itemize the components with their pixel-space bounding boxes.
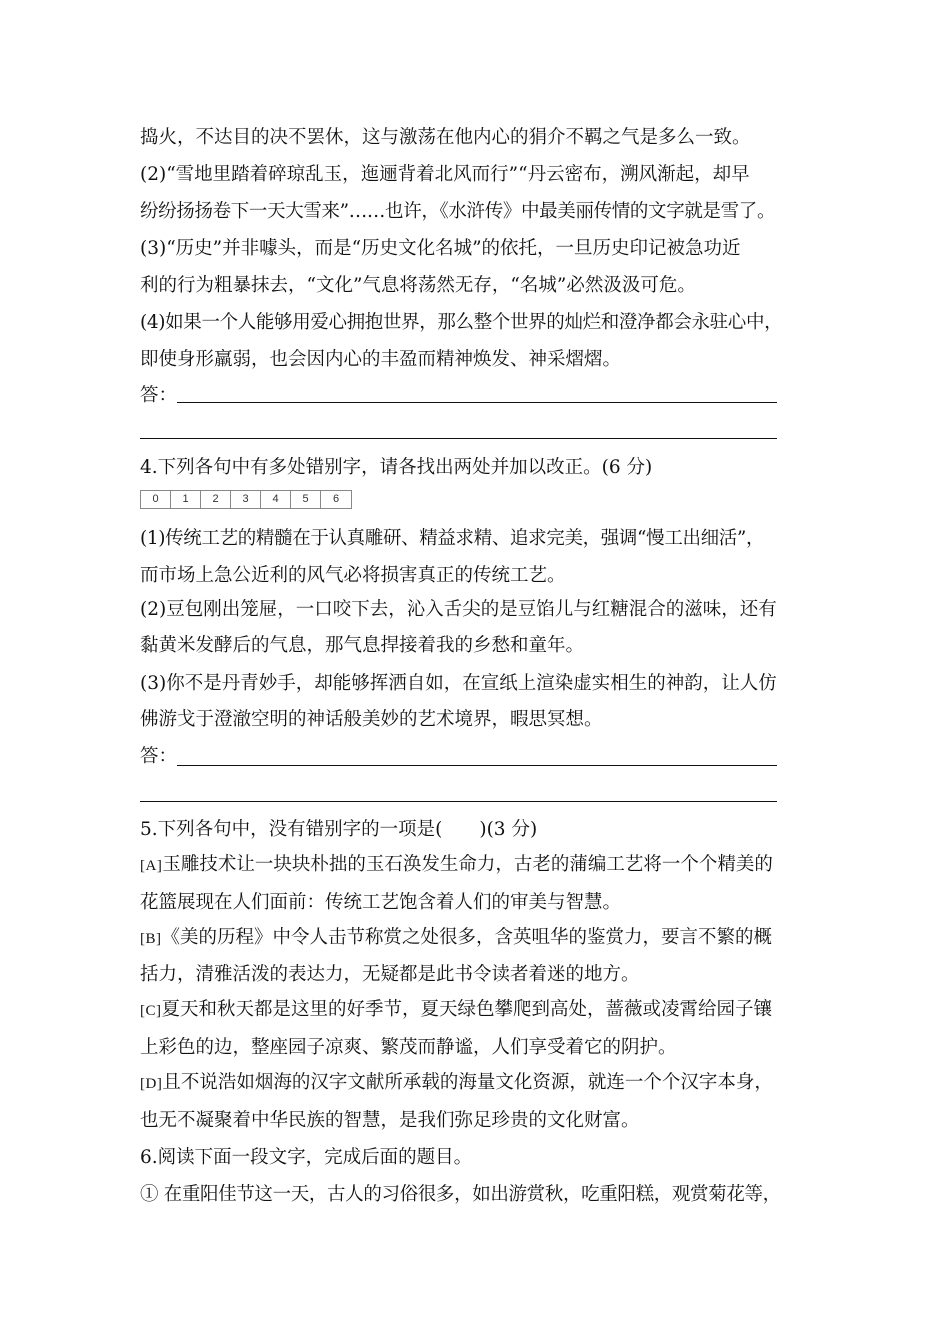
question-4-line: (3)你不是丹青妙手，却能够挥洒自如，在宣纸上渲染虚实相生的神韵，让人仿 bbox=[140, 673, 777, 694]
question-4-line: 佛游戈于澄澈空明的神话般美妙的艺术境界，暇思冥想。 bbox=[140, 709, 603, 730]
option-d-text: 且不说浩如烟海的汉字文献所承载的海量文化资源，就连一个个汉字本身， bbox=[162, 1072, 773, 1093]
question-4-title: 4.下列各句中有多处错别字，请各找出两处并加以改正。(6 分) bbox=[140, 457, 653, 478]
answer-label: 答： bbox=[140, 385, 178, 406]
score-cell[interactable]: 3 bbox=[231, 491, 261, 508]
score-box bbox=[140, 490, 352, 509]
option-a-text: 玉雕技术让一块块朴拙的玉石涣发生命力，古老的蒲编工艺将一个个精美的 bbox=[162, 854, 773, 875]
answer-line[interactable] bbox=[177, 402, 777, 403]
score-cell[interactable]: 6 bbox=[332, 493, 340, 505]
option-d-label: [D] bbox=[140, 1076, 163, 1092]
question-6-title: 6.阅读下面一段文字，完成后面的题目。 bbox=[140, 1147, 473, 1168]
option-a-label: [A] bbox=[140, 858, 163, 874]
passage-line: (2)“雪地里踏着碎琼乱玉，迤逦背着北风而行”“丹云密布，溯风渐起，却早 bbox=[140, 164, 750, 185]
question-6-passage-line: ① 在重阳佳节这一天，古人的习俗很多，如出游赏秋，吃重阳糕，观赏菊花等， bbox=[140, 1184, 781, 1205]
option-d-continued: 也无不凝聚着中华民族的智慧，是我们弥足珍贵的文化财富。 bbox=[140, 1110, 640, 1131]
option-b[interactable] bbox=[140, 926, 830, 951]
option-c[interactable] bbox=[140, 998, 830, 1023]
option-a-continued: 花篮展现在人们面前：传统工艺饱含着人们的审美与智慧。 bbox=[140, 892, 622, 913]
passage-line: (3)“历史”并非噱头，而是“历史文化名城”的依托，一旦历史印记被急功近 bbox=[140, 238, 741, 259]
passage-line: 捣火，不达目的决不罢休，这与激荡在他内心的狷介不羁之气是多么一致。 bbox=[140, 127, 751, 148]
option-b-continued: 括力，清雅活泼的表达力，无疑都是此书令读者着迷的地方。 bbox=[140, 964, 640, 985]
score-cell[interactable]: 0 bbox=[141, 491, 171, 508]
option-b-label: [B] bbox=[140, 931, 162, 947]
question-4-line: (1)传统工艺的精髓在于认真雕研、精益求精、追求完美，强调“慢工出细活”， bbox=[140, 528, 765, 549]
option-a[interactable] bbox=[140, 853, 830, 878]
passage-line: (4)如果一个人能够用爱心拥抱世界，那么整个世界的灿烂和澄净都会永驻心中， bbox=[140, 312, 783, 333]
question-4-line: 黏黄米发酵后的气息，那气息捍接着我的乡愁和童年。 bbox=[140, 635, 585, 656]
question-4-line: 而市场上急公近利的风气必将损害真正的传统工艺。 bbox=[140, 565, 566, 586]
score-cell[interactable]: 2 bbox=[201, 491, 231, 508]
option-c-continued: 上彩色的边，整座园子凉爽、繁茂而静谧，人们享受着它的阴护。 bbox=[140, 1037, 677, 1058]
score-cell[interactable]: 4 bbox=[261, 491, 291, 508]
question-5-title: 5.下列各句中，没有错别字的一项是( )(3 分) bbox=[140, 819, 538, 840]
option-c-label: [C] bbox=[140, 1003, 162, 1019]
passage-line: 纷纷扬扬卷下一天大雪来”……也许，《水浒传》中最美丽传情的文字就是雪了。 bbox=[140, 201, 776, 222]
question-4-line: (2)豆包刚出笼屉，一口咬下去，沁入舌尖的是豆馅儿与红糖混合的滋味，还有 bbox=[140, 599, 777, 620]
answer-label: 答： bbox=[140, 746, 178, 767]
answer-line[interactable] bbox=[140, 438, 777, 439]
option-d[interactable] bbox=[140, 1071, 830, 1096]
option-c-text: 夏天和秋天都是这里的好季节，夏天绿色攀爬到高处，蔷薇或凌霄给园子镶 bbox=[161, 999, 773, 1020]
passage-line: 利的行为粗暴抹去，“文化”气息将荡然无存，“名城”必然汲汲可危。 bbox=[140, 275, 696, 296]
passage-line: 即使身形羸弱，也会因内心的丰盈而精神焕发、神采熠熠。 bbox=[140, 349, 622, 370]
answer-line[interactable] bbox=[140, 801, 777, 802]
answer-line[interactable] bbox=[177, 765, 777, 766]
score-cell[interactable]: 1 bbox=[171, 491, 201, 508]
score-cell[interactable]: 5 bbox=[291, 491, 321, 508]
option-b-text: 《美的历程》中令人击节称赏之处很多，含英咀华的鉴赏力，要言不繁的概 bbox=[161, 927, 773, 948]
